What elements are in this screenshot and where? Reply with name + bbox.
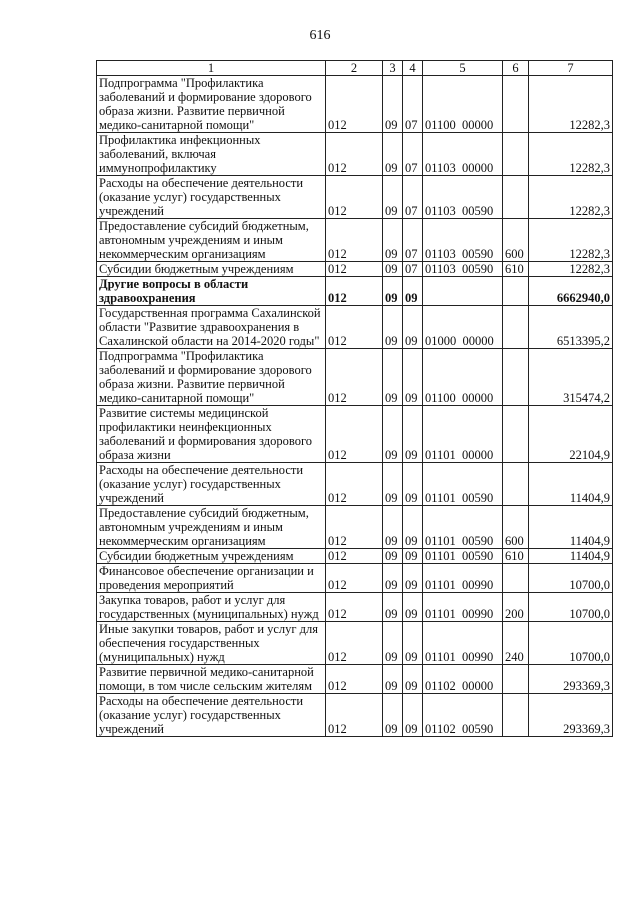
table-row [97, 694, 613, 737]
row-vr-code [503, 176, 529, 219]
table-row [97, 564, 613, 593]
row-vr-code: 600 [503, 506, 529, 549]
row-sum: 12282,3 [529, 176, 613, 219]
table-row [97, 133, 613, 176]
row-vr-code: 610 [503, 549, 529, 564]
row-gr-code: 012 [326, 277, 383, 306]
row-pr-code: 07 [403, 262, 423, 277]
row-vr-code: 240 [503, 622, 529, 665]
row-vr-code [503, 406, 529, 463]
row-sum: 12282,3 [529, 262, 613, 277]
row-name: Расходы на обеспечение деятельности (оказание услуг) государственных учреждений [97, 176, 326, 219]
row-gr-code: 012 [326, 76, 383, 133]
row-csr-code: 01101 00000 [423, 406, 503, 463]
row-name: Развитие первичной медико-санитарной помощи, в том числе сельским жителям [97, 665, 326, 694]
row-csr-code: 01101 00990 [423, 593, 503, 622]
row-csr-code: 01101 00990 [423, 564, 503, 593]
row-csr-code [423, 277, 503, 306]
row-name: Субсидии бюджетным учреждениям [97, 262, 326, 277]
row-rz-code: 09 [383, 349, 403, 406]
row-rz-code: 09 [383, 622, 403, 665]
row-rz-code: 09 [383, 593, 403, 622]
row-sum: 12282,3 [529, 76, 613, 133]
row-vr-code [503, 133, 529, 176]
row-rz-code: 09 [383, 219, 403, 262]
row-pr-code: 09 [403, 463, 423, 506]
row-vr-code [503, 349, 529, 406]
row-csr-code: 01101 00590 [423, 463, 503, 506]
row-sum: 12282,3 [529, 219, 613, 262]
row-rz-code: 09 [383, 406, 403, 463]
row-sum: 10700,0 [529, 622, 613, 665]
table-row [97, 622, 613, 665]
row-pr-code: 09 [403, 665, 423, 694]
row-gr-code: 012 [326, 622, 383, 665]
row-csr-code: 01101 00590 [423, 549, 503, 564]
row-rz-code: 09 [383, 76, 403, 133]
column-header-vr: 6 [503, 61, 529, 76]
header-row [97, 61, 613, 76]
table-row [97, 176, 613, 219]
row-name: Государственная программа Сахалинской области "Развитие здравоохранения в Сахалинской области на 2014-2020 годы" [97, 306, 326, 349]
row-gr-code: 012 [326, 463, 383, 506]
row-rz-code: 09 [383, 306, 403, 349]
row-pr-code: 09 [403, 406, 423, 463]
table-row [97, 665, 613, 694]
row-gr-code: 012 [326, 133, 383, 176]
row-rz-code: 09 [383, 133, 403, 176]
row-rz-code: 09 [383, 262, 403, 277]
table-row [97, 593, 613, 622]
row-vr-code [503, 564, 529, 593]
row-rz-code: 09 [383, 463, 403, 506]
table-row [97, 76, 613, 133]
row-rz-code: 09 [383, 549, 403, 564]
row-vr-code: 600 [503, 219, 529, 262]
row-gr-code: 012 [326, 306, 383, 349]
budget-table [96, 60, 613, 737]
row-gr-code: 012 [326, 176, 383, 219]
table-row [97, 349, 613, 406]
row-rz-code: 09 [383, 176, 403, 219]
row-csr-code: 01101 00590 [423, 506, 503, 549]
page-number: 616 [309, 28, 331, 43]
row-pr-code: 09 [403, 349, 423, 406]
row-sum: 22104,9 [529, 406, 613, 463]
row-vr-code [503, 306, 529, 349]
row-name: Финансовое обеспечение организации и проведения мероприятий [97, 564, 326, 593]
column-header-name: 1 [97, 61, 326, 76]
row-gr-code: 012 [326, 219, 383, 262]
row-sum: 11404,9 [529, 463, 613, 506]
row-pr-code: 09 [403, 694, 423, 737]
row-pr-code: 09 [403, 549, 423, 564]
table-row [97, 406, 613, 463]
row-name: Иные закупки товаров, работ и услуг для обеспечения государственных (муниципальных) нужд [97, 622, 326, 665]
row-gr-code: 012 [326, 665, 383, 694]
row-gr-code: 012 [326, 349, 383, 406]
row-csr-code: 01103 00000 [423, 133, 503, 176]
table-row [97, 506, 613, 549]
row-csr-code: 01103 00590 [423, 262, 503, 277]
table-row [97, 549, 613, 564]
row-gr-code: 012 [326, 262, 383, 277]
row-sum: 11404,9 [529, 549, 613, 564]
row-csr-code: 01100 00000 [423, 349, 503, 406]
row-sum: 315474,2 [529, 349, 613, 406]
row-name: Подпрограмма "Профилактика заболеваний и формирование здорового образа жизни. Развитие первичной медико-санитарной помощи" [97, 349, 326, 406]
row-vr-code: 200 [503, 593, 529, 622]
column-header-pr: 4 [403, 61, 423, 76]
column-header-csr: 5 [423, 61, 503, 76]
table-row [97, 306, 613, 349]
row-rz-code: 09 [383, 665, 403, 694]
row-name: Развитие системы медицинской профилактики неинфекционных заболеваний и формирования здорового образа жизни [97, 406, 326, 463]
row-pr-code: 07 [403, 76, 423, 133]
table-body [97, 76, 613, 737]
row-csr-code: 01101 00990 [423, 622, 503, 665]
row-gr-code: 012 [326, 593, 383, 622]
row-pr-code: 09 [403, 622, 423, 665]
row-rz-code: 09 [383, 564, 403, 593]
row-rz-code: 09 [383, 506, 403, 549]
table-row [97, 262, 613, 277]
row-name: Предоставление субсидий бюджетным, автономным учреждениям и иным некоммерческим организациям [97, 506, 326, 549]
row-csr-code: 01103 00590 [423, 176, 503, 219]
row-sum: 10700,0 [529, 564, 613, 593]
row-gr-code: 012 [326, 549, 383, 564]
row-rz-code: 09 [383, 277, 403, 306]
row-pr-code: 07 [403, 133, 423, 176]
row-rz-code: 09 [383, 694, 403, 737]
row-pr-code: 09 [403, 593, 423, 622]
row-gr-code: 012 [326, 406, 383, 463]
row-vr-code [503, 694, 529, 737]
table-row [97, 463, 613, 506]
row-sum: 6513395,2 [529, 306, 613, 349]
row-vr-code [503, 76, 529, 133]
row-vr-code [503, 277, 529, 306]
column-header-sum: 7 [529, 61, 613, 76]
column-header-rz: 3 [383, 61, 403, 76]
row-name: Предоставление субсидий бюджетным, автономным учреждениям и иным некоммерческим организациям [97, 219, 326, 262]
row-csr-code: 01100 00000 [423, 76, 503, 133]
row-name: Субсидии бюджетным учреждениям [97, 549, 326, 564]
row-name: Профилактика инфекционных заболеваний, включая иммунопрофилактику [97, 133, 326, 176]
row-gr-code: 012 [326, 506, 383, 549]
row-pr-code: 07 [403, 219, 423, 262]
column-header-gr: 2 [326, 61, 383, 76]
row-name: Расходы на обеспечение деятельности (оказание услуг) государственных учреждений [97, 463, 326, 506]
row-name: Другие вопросы в области здравоохранения [97, 277, 326, 306]
row-sum: 293369,3 [529, 665, 613, 694]
row-vr-code [503, 665, 529, 694]
row-sum: 293369,3 [529, 694, 613, 737]
row-csr-code: 01000 00000 [423, 306, 503, 349]
row-pr-code: 09 [403, 506, 423, 549]
row-gr-code: 012 [326, 564, 383, 593]
row-sum: 10700,0 [529, 593, 613, 622]
row-csr-code: 01102 00000 [423, 665, 503, 694]
row-sum: 6662940,0 [529, 277, 613, 306]
row-sum: 12282,3 [529, 133, 613, 176]
row-name: Подпрограмма "Профилактика заболеваний и формирование здорового образа жизни. Развитие первичной медико-санитарной помощи" [97, 76, 326, 133]
row-pr-code: 09 [403, 277, 423, 306]
row-name: Закупка товаров, работ и услуг для государственных (муниципальных) нужд [97, 593, 326, 622]
row-gr-code: 012 [326, 694, 383, 737]
row-vr-code: 610 [503, 262, 529, 277]
table-row [97, 219, 613, 262]
row-vr-code [503, 463, 529, 506]
row-pr-code: 09 [403, 564, 423, 593]
row-pr-code: 09 [403, 306, 423, 349]
row-pr-code: 07 [403, 176, 423, 219]
row-csr-code: 01103 00590 [423, 219, 503, 262]
table-row [97, 277, 613, 306]
row-csr-code: 01102 00590 [423, 694, 503, 737]
row-name: Расходы на обеспечение деятельности (оказание услуг) государственных учреждений [97, 694, 326, 737]
row-sum: 11404,9 [529, 506, 613, 549]
